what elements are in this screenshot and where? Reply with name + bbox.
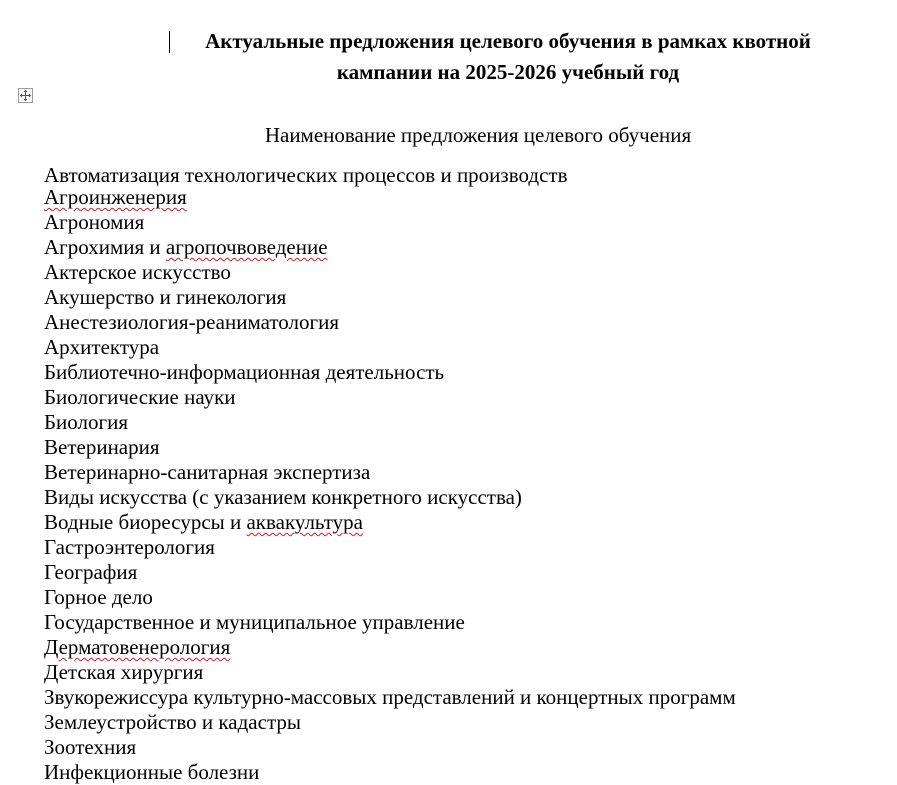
- list-item-text-part: Агрохимия и: [44, 235, 166, 259]
- list-item[interactable]: Библиотечно-информационная деятельность: [44, 360, 445, 384]
- list-item[interactable]: Агрономия: [44, 210, 145, 234]
- list-item[interactable]: Биологические науки: [44, 385, 236, 409]
- spellcheck-underlined-text: Агроинженерия: [44, 185, 187, 209]
- list-item[interactable]: География: [44, 560, 138, 584]
- list-item[interactable]: Ветеринария: [44, 435, 160, 459]
- table-move-handle-icon[interactable]: [18, 88, 33, 103]
- list-item[interactable]: Зоотехния: [44, 735, 137, 759]
- document-title-line-1: Актуальные предложения целевого обучения в рамках квотной: [205, 29, 811, 53]
- list-item[interactable]: [44, 510, 736, 535]
- list-item[interactable]: Звукорежиссура культурно-массовых представлений и концертных программ: [44, 685, 736, 709]
- document-title: [168, 26, 848, 88]
- list-item[interactable]: Автоматизация технологических процессов и производств: [44, 163, 568, 187]
- list-item[interactable]: Биология: [44, 410, 129, 434]
- list-item[interactable]: Акушерство и гинекология: [44, 285, 287, 309]
- list-item[interactable]: Государственное и муниципальное управление: [44, 610, 465, 634]
- list-item[interactable]: Анестезиология-реаниматология: [44, 310, 339, 334]
- document-title-line-2: кампании на 2025-2026 учебный год: [336, 60, 680, 84]
- text-cursor: [169, 31, 170, 53]
- list-item[interactable]: [44, 235, 736, 260]
- table-column-header: Наименование предложения целевого обучения: [264, 123, 692, 147]
- list-item[interactable]: Архитектура: [44, 335, 160, 359]
- list-item[interactable]: Ветеринарно-санитарная экспертиза: [44, 460, 371, 484]
- spellcheck-underlined-text: Дерматовенерология: [44, 635, 231, 659]
- list-item-text-part: Водные биоресурсы и: [44, 510, 247, 534]
- list-item[interactable]: [44, 185, 736, 210]
- list-item[interactable]: Детская хирургия: [44, 660, 204, 684]
- list-item[interactable]: Виды искусства (с указанием конкретного искусства): [44, 485, 522, 509]
- list-item[interactable]: Актерское искусство: [44, 260, 231, 284]
- spellcheck-underlined-text: агропочвоведение: [165, 235, 328, 259]
- list-item[interactable]: Горное дело: [44, 585, 153, 609]
- list-item[interactable]: Гастроэнтерология: [44, 535, 215, 559]
- training-offers-list: [44, 165, 736, 785]
- list-item[interactable]: [44, 635, 736, 660]
- spellcheck-underlined-text: аквакультура: [246, 510, 363, 534]
- list-item[interactable]: Инфекционные болезни: [44, 760, 260, 784]
- list-item[interactable]: Землеустройство и кадастры: [44, 710, 301, 734]
